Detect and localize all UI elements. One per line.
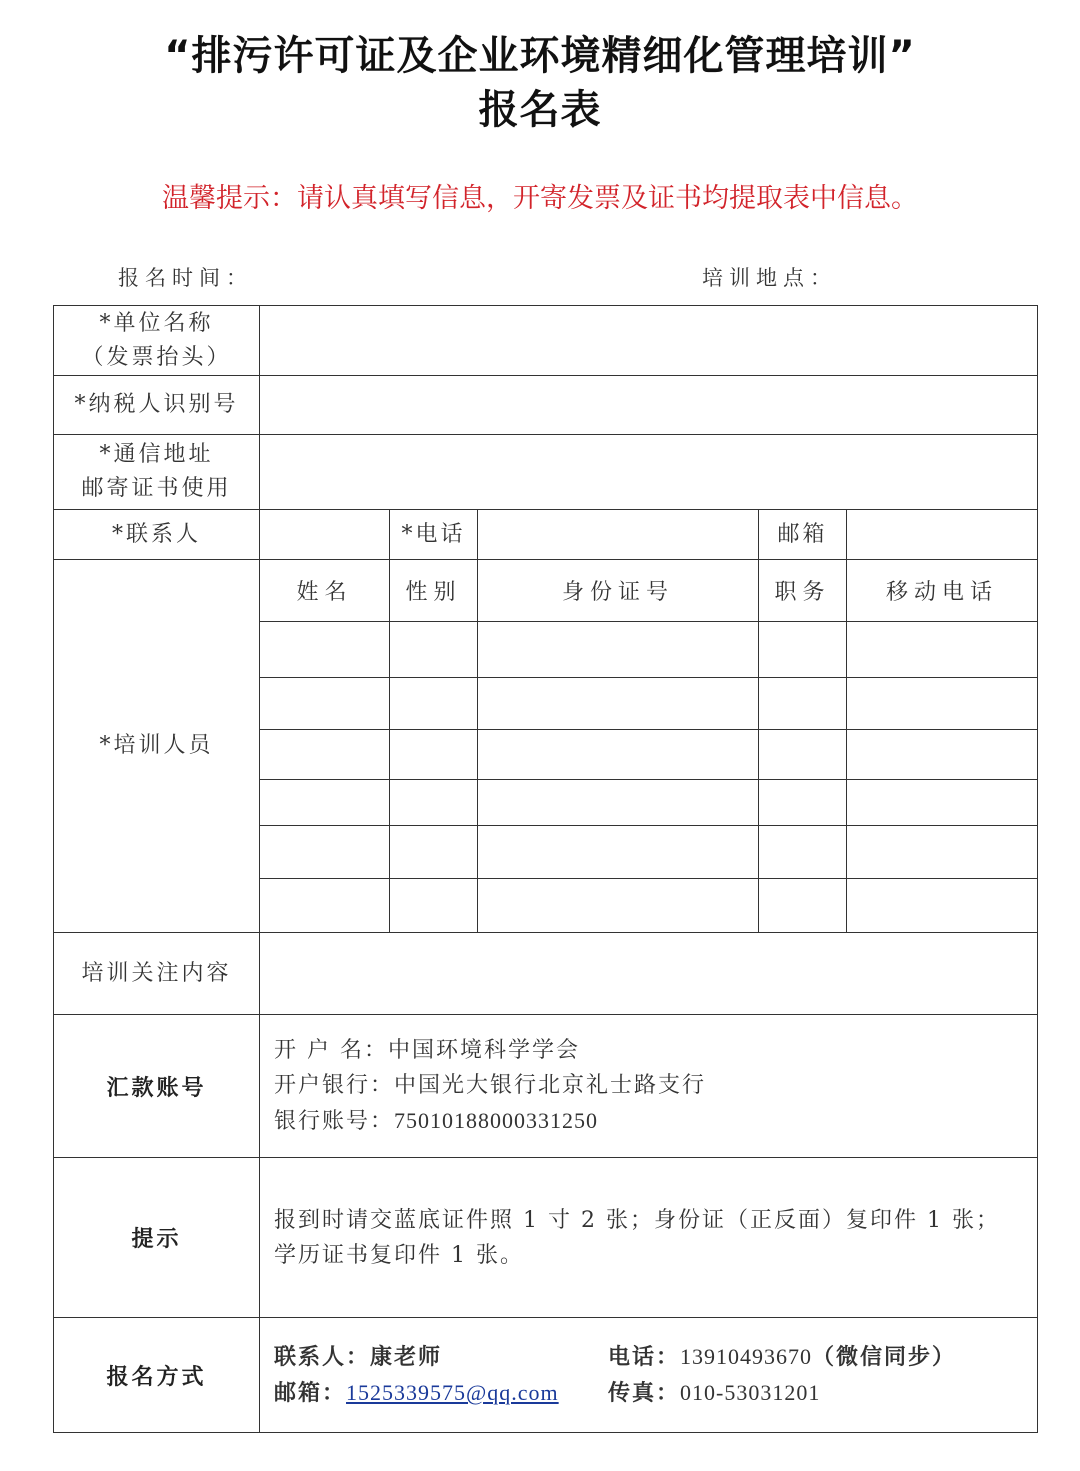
trainee-mobile-cell[interactable]: [847, 678, 1038, 730]
tips-content: 报到时请交蓝底证件照 1 寸 2 张；身份证（正反面）复印件 1 张； 学历证书复印件 1 张。: [260, 1158, 1038, 1318]
column-header-position: 职务: [759, 560, 847, 622]
trainee-id-cell[interactable]: [478, 622, 759, 678]
account-number: 75010188000331250: [394, 1108, 599, 1133]
trainee-id-cell[interactable]: [478, 678, 759, 730]
account-number-line: 银行账号：75010188000331250: [274, 1108, 599, 1134]
trainee-gender-cell[interactable]: [390, 678, 478, 730]
trainee-gender-cell[interactable]: [390, 879, 478, 933]
registration-method-label: 报名方式: [54, 1318, 260, 1433]
trainee-name-cell[interactable]: [260, 780, 390, 826]
address-label: *通信地址 邮寄证书使用: [54, 435, 260, 510]
trainees-label: *培训人员: [54, 560, 260, 933]
trainee-name-cell[interactable]: [260, 622, 390, 678]
signup-time-label: 报名时间：: [118, 266, 253, 290]
registration-form-table: [53, 305, 1038, 1433]
tips-label: 提示: [54, 1158, 260, 1318]
form-subtitle: 报名表: [478, 87, 602, 133]
trainee-position-cell[interactable]: [759, 622, 847, 678]
phone-label: *电话: [390, 510, 478, 560]
trainee-gender-cell[interactable]: [390, 622, 478, 678]
registration-phone: 13910493670: [680, 1344, 813, 1369]
training-location-label: 培训地点：: [702, 266, 837, 290]
contact-person-label: *联系人: [54, 510, 260, 560]
trainee-position-cell[interactable]: [759, 780, 847, 826]
column-header-id-number: 身份证号: [478, 560, 759, 622]
trainee-id-cell[interactable]: [478, 780, 759, 826]
bank-name-line: 开户银行：中国光大银行北京礼士路支行: [274, 1073, 707, 1098]
trainee-name-cell[interactable]: [260, 879, 390, 933]
address-field[interactable]: [260, 435, 1038, 510]
trainee-mobile-cell[interactable]: [847, 730, 1038, 780]
training-focus-field[interactable]: [260, 933, 1038, 1015]
trainee-name-cell[interactable]: [260, 730, 390, 780]
trainee-gender-cell[interactable]: [390, 730, 478, 780]
account-holder-line: 开 户 名：中国环境科学学会: [274, 1038, 580, 1063]
trainee-mobile-cell[interactable]: [847, 879, 1038, 933]
fax-label: 传真：: [608, 1380, 681, 1406]
trainee-mobile-cell[interactable]: [847, 622, 1038, 678]
trainee-id-cell[interactable]: [478, 879, 759, 933]
column-header-mobile: 移动电话: [847, 560, 1038, 622]
training-focus-label: 培训关注内容: [54, 933, 260, 1015]
email-label: 邮箱: [759, 510, 847, 560]
trainee-gender-cell[interactable]: [390, 826, 478, 879]
trainee-name-cell[interactable]: [260, 826, 390, 879]
registration-email-link[interactable]: 1525339575@qq.com: [346, 1380, 559, 1405]
remittance-account-info: [260, 1015, 1038, 1158]
remittance-account-label: 汇款账号: [54, 1015, 260, 1158]
trainee-position-cell[interactable]: [759, 826, 847, 879]
contact-name: 康老师: [370, 1344, 443, 1370]
fax-number: 010-53031201: [680, 1380, 821, 1405]
wechat-sync-note: （微信同步）: [812, 1344, 957, 1370]
trainee-gender-cell[interactable]: [390, 780, 478, 826]
registration-method-info: [260, 1318, 1038, 1433]
trainee-id-cell[interactable]: [478, 730, 759, 780]
trainee-mobile-cell[interactable]: [847, 826, 1038, 879]
tax-id-field[interactable]: [260, 376, 1038, 435]
company-name-field[interactable]: [260, 306, 1038, 376]
trainee-position-cell[interactable]: [759, 730, 847, 780]
trainee-name-cell[interactable]: [260, 678, 390, 730]
tax-id-label: *纳税人识别号: [54, 376, 260, 435]
column-header-name: 姓名: [260, 560, 390, 622]
company-name-label: *单位名称 （发票抬头）: [54, 306, 260, 376]
trainee-mobile-cell[interactable]: [847, 780, 1038, 826]
contact-person-field[interactable]: [260, 510, 390, 560]
trainee-position-cell[interactable]: [759, 879, 847, 933]
reminder-notice: 温馨提示：请认真填写信息，开寄发票及证书均提取表中信息。: [162, 183, 918, 214]
registration-phone-label: 电话：: [608, 1344, 681, 1370]
phone-field[interactable]: [478, 510, 759, 560]
trainee-id-cell[interactable]: [478, 826, 759, 879]
contact-label: 联系人：: [274, 1344, 371, 1370]
email-field[interactable]: [847, 510, 1038, 560]
column-header-gender: 性别: [390, 560, 478, 622]
trainee-position-cell[interactable]: [759, 678, 847, 730]
form-title: “排污许可证及企业环境精细化管理培训”: [164, 33, 916, 79]
registration-email-label: 邮箱：: [274, 1380, 347, 1406]
